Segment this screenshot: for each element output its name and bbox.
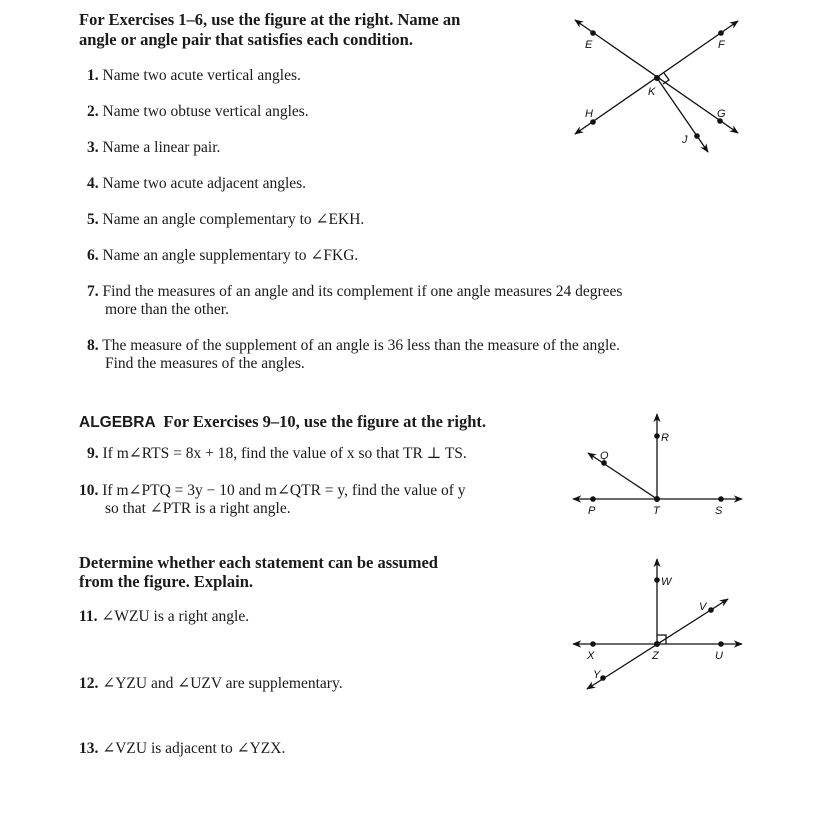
label-y: Y xyxy=(593,669,601,681)
exercise-8-cont: Find the measures of the angles. xyxy=(105,355,305,372)
label-j: J xyxy=(682,134,688,146)
label-x: X xyxy=(587,650,595,662)
exercise-7: 7. Find the measures of an angle and its complement if one angle measures 24 degrees xyxy=(87,283,623,300)
exercise-11: 11. ∠WZU is a right angle. xyxy=(79,608,250,625)
label-u: U xyxy=(715,650,723,662)
figure-1-lines-ekg-hkf xyxy=(575,20,738,152)
section3-heading-line1: Determine whether each statement can be assumed xyxy=(79,553,438,572)
ray-tq xyxy=(588,453,657,499)
label-s: S xyxy=(715,505,723,517)
label-t: T xyxy=(653,505,660,517)
exercise-12: 12. ∠YZU and ∠UZV are supplementary. xyxy=(79,675,343,692)
exercise-10-cont: so that ∠PTR is a right angle. xyxy=(105,500,291,517)
label-z: Z xyxy=(652,650,659,662)
section1-heading-line1: For Exercises 1–6, use the figure at the right. Name an xyxy=(79,10,461,29)
label-g: G xyxy=(717,108,726,120)
label-w: W xyxy=(661,576,672,588)
exercise-5: 5. Name an angle complementary to ∠EKH. xyxy=(87,211,365,228)
exercise-4: 4. Name two acute adjacent angles. xyxy=(87,175,307,192)
exercise-3: 3. Name a linear pair. xyxy=(87,139,221,156)
section3-heading-line2: from the figure. Explain. xyxy=(79,572,254,591)
figure-1-points xyxy=(590,30,724,139)
exercise-6: 6. Name an angle supplementary to ∠FKG. xyxy=(87,247,359,264)
section2-heading: ALGEBRA For Exercises 9–10, use the figure at the right. xyxy=(79,412,487,431)
exercise-8: 8. The measure of the supplement of an angle is 36 less than the measure of the angle. xyxy=(87,337,621,354)
label-p: P xyxy=(588,505,596,517)
label-v: V xyxy=(699,601,707,613)
exercise-9: 9. If m∠RTS = 8x + 18, find the value of x so that TR ⊥ TS. xyxy=(87,445,467,462)
label-k: K xyxy=(648,86,656,98)
exercise-1: 1. Name two acute vertical angles. xyxy=(87,67,301,84)
label-r: R xyxy=(661,432,669,444)
label-q: Q xyxy=(600,450,609,462)
exercise-13: 13. ∠VZU is adjacent to ∠YZX. xyxy=(79,740,286,757)
label-h: H xyxy=(585,108,593,120)
label-f: F xyxy=(718,39,725,51)
figure-2-lines xyxy=(573,414,742,499)
exercise-10: 10. If m∠PTQ = 3y − 10 and m∠QTR = y, find the value of y xyxy=(79,482,466,499)
exercise-7-cont: more than the other. xyxy=(105,301,229,318)
label-e: E xyxy=(585,39,593,51)
exercise-2: 2. Name two obtuse vertical angles. xyxy=(87,103,309,120)
section1-heading-line2: angle or angle pair that satisfies each condition. xyxy=(79,30,413,49)
